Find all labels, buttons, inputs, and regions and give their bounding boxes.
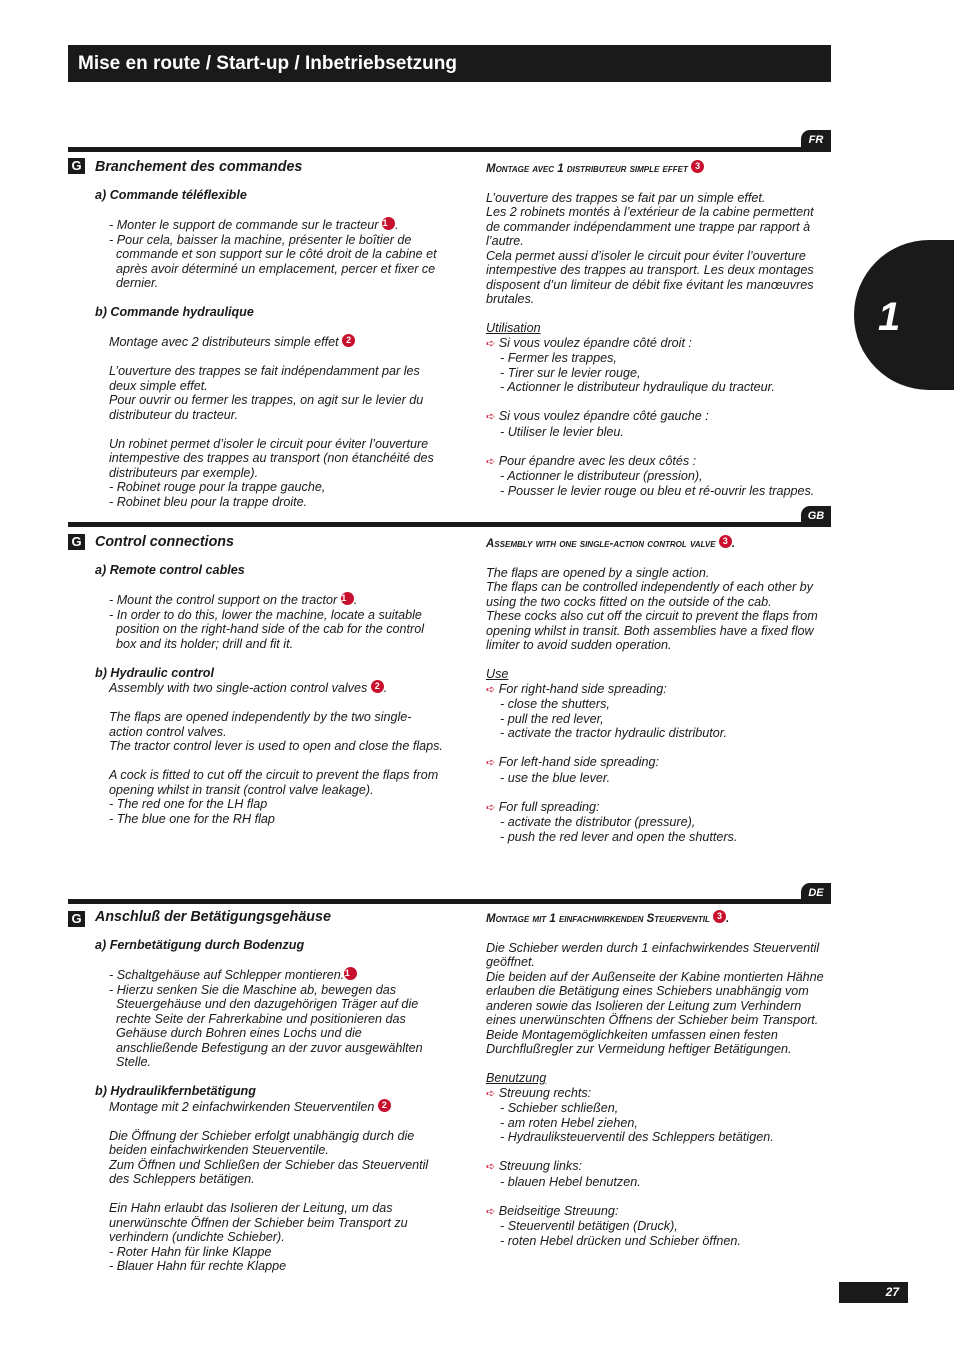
subsection-title: Montage mit 1 einfachwirkenden Steuerventil 3 . (486, 911, 730, 925)
list-item: - pull the red lever, (500, 711, 604, 726)
paragraph: The flaps are opened by a single action. (486, 565, 710, 580)
subsection-title: Assembly with one single-action control valve 3 . (486, 536, 736, 550)
paragraph: The flaps can be controlled independently of each other by using the two cocks fitted on the outside of the cab. (486, 580, 813, 609)
arrow-right-icon: ➪ (486, 1205, 496, 1218)
callout-badge: 2 (378, 1099, 391, 1112)
list-item: - use the blue lever. (500, 770, 611, 785)
list-item: - Hydrauliksteuerventil des Schleppers betätigen. (500, 1130, 774, 1144)
list-item: - activate the distributor (pressure), (500, 815, 696, 829)
list-item: - activate the tractor hydraulic distributor. (500, 726, 728, 740)
callout-badge: 2 (371, 680, 384, 693)
usage-title: Benutzung (486, 1071, 547, 1085)
section-rule-gb (68, 522, 831, 527)
section-rule-fr (68, 147, 831, 152)
paragraph: L’ouverture des trappes se fait par un simple effet. (486, 190, 766, 205)
page-number: 27 (839, 1282, 908, 1303)
section-marker-fr: G (68, 158, 85, 174)
subsection-title: a) Remote control cables (95, 563, 245, 577)
callout-badge: 1 (344, 967, 357, 980)
arrow-right-icon: ➪ (486, 801, 496, 814)
subsection-title: a) Fernbetätigung durch Bodenzug (95, 938, 305, 952)
paragraph: These cocks also cut off the circuit to prevent the flaps from opening whilst in transit. Both assemblies have a fixed flow limiter to avoid sudden operation. (486, 609, 818, 652)
arrow-right-icon: ➪ (486, 337, 496, 350)
paragraph: The flaps are opened independently by the two single-action control valves. (109, 710, 412, 739)
subsection-title: Montage avec 1 distributeur simple effet 3 (486, 160, 831, 177)
subsection-title: b) Commande hydraulique (95, 305, 254, 319)
fr-right-column (486, 160, 831, 498)
usage-title: Utilisation (486, 321, 541, 335)
list-item: - roten Hebel drücken und Schieber öffnen. (500, 1233, 741, 1248)
paragraph: Die beiden auf der Außenseite der Kabine montierten Hähne erlauben die Betätigung eines Schiebers unabhängig vom anderen sowie das Isolieren der Leitung zum Verhindern eines unerwünschten Öffnens der Schieber beim Transport. (486, 969, 824, 1027)
arrow-right-icon: ➪ (486, 411, 496, 423)
list-item: - The red one for the LH flap (109, 797, 268, 811)
page-header: Mise en route / Start-up / Inbetriebsetzung (68, 45, 831, 82)
list-item: - Fermer les trappes, (500, 351, 617, 365)
usage-item: ➪ For full spreading: (486, 799, 600, 814)
section-marker-gb: G (68, 534, 85, 550)
usage-item: ➪ For right-hand side spreading: (486, 681, 667, 696)
list-item: - close the shutters, (500, 697, 610, 711)
list-item: - Steuerventil betätigen (Druck), (500, 1219, 678, 1233)
paragraph: Zum Öffnen und Schließen der Schieber das Steuerventil des Schleppers betätigen. (109, 1157, 429, 1186)
usage-item: ➪ Si vous voulez épandre côté droit : (486, 335, 692, 350)
paragraph: Pour ouvrir ou fermer les trappes, on agit sur le levier du distributeur du tracteur. (109, 393, 424, 422)
list-item: - Robinet rouge pour la trappe gauche, (109, 480, 326, 494)
list-item: - blauen Hebel benutzen. (500, 1174, 641, 1189)
list-item: - Tirer sur le levier rouge, (500, 365, 641, 380)
list-item: - Schaltgehäuse auf Schlepper montieren.1 (95, 967, 445, 983)
list-item: - Hierzu senken Sie die Maschine ab, bewegen das Steuergehäuse und den dazugehörigen Träger auf die rechte Seite der Fahrerkabine und positionieren das Gehäuse durch Bohren eines Lochs und die anschließende Befestigung an der zuvor ausgewählten Stelle. (109, 982, 423, 1069)
subsection-title: a) Commande téléflexible (95, 188, 247, 202)
paragraph: A cock is fitted to cut off the circuit to prevent the flaps from opening whilst in transit (control valve leakage). (109, 768, 439, 797)
lang-badge-fr: FR (801, 130, 831, 151)
paragraph: Ein Hahn erlaubt das Isolieren der Leitung, um das unerwünschte Öffnen der Schieber beim Transport zu verhindern (undichte Schieber). (109, 1201, 408, 1244)
list-item: - Roter Hahn für linke Klappe (109, 1244, 272, 1259)
usage-title: Use (486, 667, 509, 681)
paragraph: Un robinet permet d’isoler le circuit pour éviter l’ouverture intempestive des trappes au transport (non étanchéité des distributeurs par exemple). (109, 436, 434, 480)
list-item: - Monter le support de commande sur le tracteur 1 . (109, 218, 399, 232)
paragraph: Die Schieber werden durch 1 einfachwirkendes Steuerventil geöffnet. (486, 940, 820, 969)
de-left-column (95, 909, 445, 1274)
usage-item: ➪ Beidseitige Streuung: (486, 1203, 619, 1218)
section-title: Branchement des commandes (95, 159, 303, 175)
arrow-right-icon: ➪ (486, 683, 496, 696)
list-item: - In order to do this, lower the machine, locate a suitable position on the right-hand side of the cab for the control box and its holder; drill and fit it. (109, 607, 425, 651)
callout-badge: 3 (691, 160, 704, 173)
gb-right-column (486, 535, 831, 844)
paragraph: Assembly with two single-action control valves 2 . (109, 681, 388, 695)
lang-badge-de: DE (801, 883, 831, 904)
callout-badge: 3 (719, 535, 732, 548)
list-item: - am roten Hebel ziehen, (500, 1115, 638, 1130)
usage-item: ➪ Streuung rechts: (486, 1085, 592, 1100)
arrow-right-icon: ➪ (486, 757, 496, 769)
list-item: - push the red lever and open the shutters. (500, 829, 738, 844)
paragraph: Die Öffnung der Schieber erfolgt unabhängig durch die beiden einfachwirkenden Steuerventile. (109, 1128, 415, 1157)
callout-badge: 1 (341, 592, 354, 605)
lang-badge-gb: GB (801, 506, 831, 527)
gb-left-column (95, 534, 445, 826)
list-item: - Robinet bleu pour la trappe droite. (109, 494, 308, 509)
list-item: - Mount the control support on the tractor 1 . (109, 593, 358, 607)
paragraph: Montage avec 2 distributeurs simple effet 2 (95, 334, 445, 350)
arrow-right-icon: ➪ (486, 1161, 496, 1173)
usage-item: ➪ Pour épandre avec les deux côtés : (486, 453, 697, 468)
list-item: - Blauer Hahn für rechte Klappe (109, 1259, 287, 1273)
section-title: Control connections (95, 534, 234, 550)
paragraph: Les 2 robinets montés à l’extérieur de la cabine permettent de commander indépendamment une trappe par rapport à l’autre. (486, 205, 814, 248)
arrow-right-icon: ➪ (486, 1087, 496, 1100)
subsection-title: b) Hydraulikfernbetätigung (95, 1084, 256, 1098)
arrow-right-icon: ➪ (486, 455, 496, 468)
paragraph: Montage mit 2 einfachwirkenden Steuerventilen 2 (95, 1099, 445, 1115)
de-right-column (486, 910, 831, 1248)
list-item: - Utiliser le levier bleu. (500, 424, 624, 439)
callout-badge: 1 (382, 217, 395, 230)
list-item: - The blue one for the RH flap (109, 811, 275, 826)
paragraph: Cela permet aussi d’isoler le circuit pour éviter l’ouverture intempestive des trappes au transport. Les deux montages disposent d’un limiteur de débit fixe évitant les manœuvres brutales. (486, 248, 814, 306)
section-rule-de (68, 899, 831, 904)
chapter-number: 1 (878, 295, 901, 339)
fr-left-column (95, 159, 445, 509)
usage-item: ➪ Streuung links: (486, 1159, 583, 1173)
paragraph: The tractor control lever is used to open and close the flaps. (109, 739, 443, 753)
usage-item: ➪ For left-hand side spreading: (486, 755, 660, 769)
section-title: Anschluß der Betätigungsgehäuse (95, 909, 331, 925)
paragraph: L’ouverture des trappes se fait indépendamment par les deux simple effet. (109, 364, 420, 393)
chapter-tab (854, 240, 954, 390)
usage-item: ➪ Si vous voulez épandre côté gauche : (486, 409, 709, 423)
list-item: - Actionner le distributeur hydraulique du tracteur. (500, 380, 775, 394)
paragraph: Beide Montagemöglichkeiten umfassen einen festen Durchflußregler zur Vermeidung heftiger Betätigungen. (486, 1027, 792, 1056)
list-item: - Pour cela, baisser la machine, présenter le boîtier de commande et son support sur le côté droit de la cabine et après avoir déterminé un emplacement, percer et fixer ce dernier. (109, 232, 437, 290)
subsection-title: b) Hydraulic control (95, 665, 214, 680)
list-item: - Schieber schließen, (500, 1101, 619, 1115)
list-item: - Actionner le distributeur (pression), (500, 469, 703, 483)
callout-badge: 3 (713, 910, 726, 923)
section-marker-de: G (68, 911, 85, 927)
callout-badge: 2 (342, 334, 355, 347)
list-item: - Pousser le levier rouge ou bleu et ré-ouvrir les trappes. (500, 483, 815, 498)
